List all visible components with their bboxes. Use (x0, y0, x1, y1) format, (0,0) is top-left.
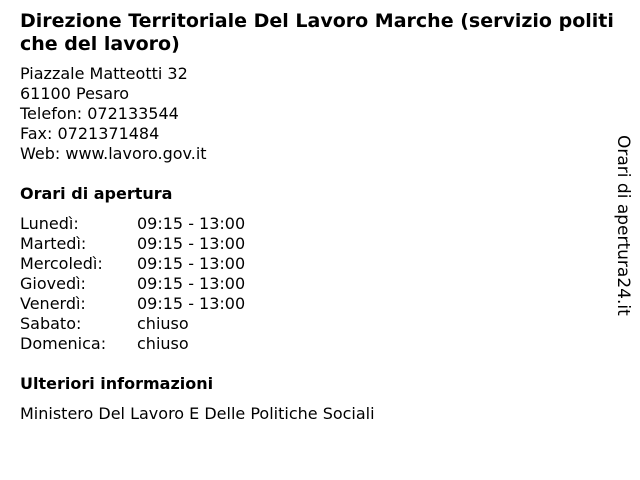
hours-value: 09:15 - 13:00 (137, 234, 246, 253)
hours-row-tuesday (20, 234, 245, 254)
phone-number: Telefon: 072133544 (20, 104, 179, 123)
hours-row-sunday (20, 334, 245, 354)
street-address: Piazzale Matteotti 32 (20, 64, 188, 83)
hours-row-thursday (20, 274, 245, 294)
opening-hours-table (20, 214, 245, 354)
day-label: Venerdì: (20, 294, 86, 313)
hours-row-saturday (20, 314, 245, 334)
day-label: Lunedì: (20, 214, 79, 233)
day-label: Sabato: (20, 314, 82, 333)
day-label: Domenica: (20, 334, 107, 353)
fax-number: Fax: 0721371484 (20, 124, 160, 143)
city-postcode: 61100 Pesaro (20, 84, 130, 103)
day-label: Martedì: (20, 234, 87, 253)
hours-row-wednesday (20, 254, 245, 274)
hours-row-friday (20, 294, 245, 314)
further-info-heading: Ulteriori informazioni (20, 374, 214, 393)
hours-value: 09:15 - 13:00 (137, 214, 246, 233)
site-watermark: Orari di apertura24.it (613, 135, 633, 316)
hours-value: 09:15 - 13:00 (137, 254, 246, 273)
page-title: Direzione Territoriale Del Lavoro Marche (servizio politiche del lavoro) (20, 10, 614, 55)
further-info-text: Ministero Del Lavoro E Delle Politiche Sociali (20, 404, 375, 423)
day-label: Giovedì: (20, 274, 86, 293)
hours-row-monday (20, 214, 245, 234)
hours-value: chiuso (137, 314, 189, 333)
hours-value: 09:15 - 13:00 (137, 274, 246, 293)
hours-value: 09:15 - 13:00 (137, 294, 246, 313)
hours-value: chiuso (137, 334, 189, 353)
address-block (20, 64, 207, 164)
day-label: Mercoledì: (20, 254, 103, 273)
opening-hours-heading: Orari di apertura (20, 184, 173, 203)
website-link[interactable]: Web: www.lavoro.gov.it (20, 144, 207, 163)
